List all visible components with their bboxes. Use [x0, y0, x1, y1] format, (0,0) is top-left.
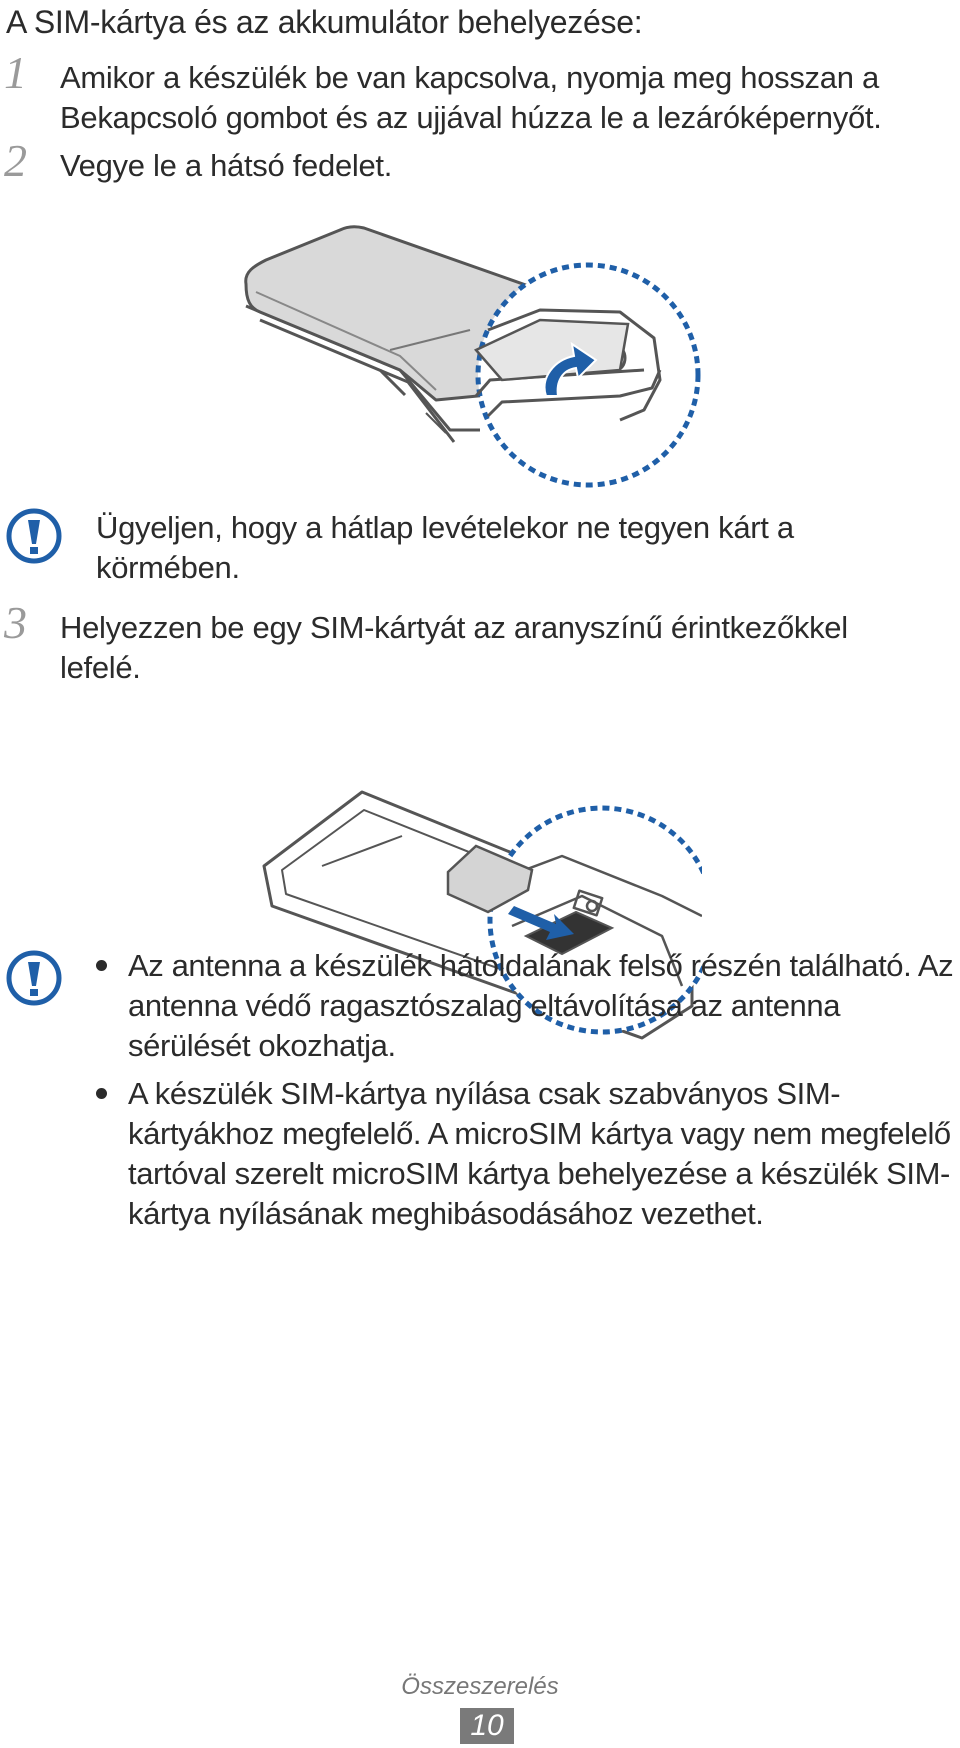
page-number: 10	[460, 1708, 514, 1744]
step-3-number: 3	[4, 597, 27, 648]
section-heading: A SIM-kártya és az akkumulátor behelyezése:	[6, 4, 643, 40]
step-2-number: 2	[4, 135, 27, 186]
caution-2-bullet-2-text: A készülék SIM-kártya nyílása csak szabványos SIM-kártyákhoz megfelelő. A microSIM kártya vagy nem megfelelő tartóval szerelt microSIM kártya behelyezése a készülék SIM-kártya nyílásának meghibásodásához vezethet.	[128, 1076, 951, 1231]
caution-2-list	[96, 946, 956, 1242]
step-1-number: 1	[4, 47, 27, 98]
step-1-line-1: Amikor a készülék be van kapcsolva, nyomja meg hosszan a	[60, 60, 879, 95]
illustration-remove-back-cover	[240, 220, 740, 540]
caution-2-bullet-1-text: Az antenna a készülék hátoldalának felső részén található. Az antenna védő ragasztószalag eltávolítása az antenna sérülését okozhatja.	[128, 948, 954, 1063]
warning-icon	[6, 950, 62, 1006]
warning-icon	[6, 508, 62, 564]
step-3-line-2: lefelé.	[60, 650, 141, 685]
step-2-line-1: Vegye le a hátsó fedelet.	[60, 148, 393, 183]
step-1-line-2: Bekapcsoló gombot és az ujjával húzza le a lezáróképernyőt.	[60, 100, 882, 135]
caution-1-line-2: körmében.	[96, 550, 240, 585]
caution-2-bullet-2	[96, 1074, 956, 1234]
step-3-line-1: Helyezzen be egy SIM-kártyát az aranyszínű érintkezőkkel	[60, 610, 848, 645]
caution-2-bullet-1	[96, 946, 956, 1066]
bullet-dot-icon	[96, 960, 107, 971]
bullet-dot-icon	[96, 1088, 107, 1099]
caution-1-line-1: Ügyeljen, hogy a hátlap levételekor ne tegyen kárt a	[96, 510, 794, 545]
footer-section-label: Összeszerelés	[401, 1673, 559, 1700]
